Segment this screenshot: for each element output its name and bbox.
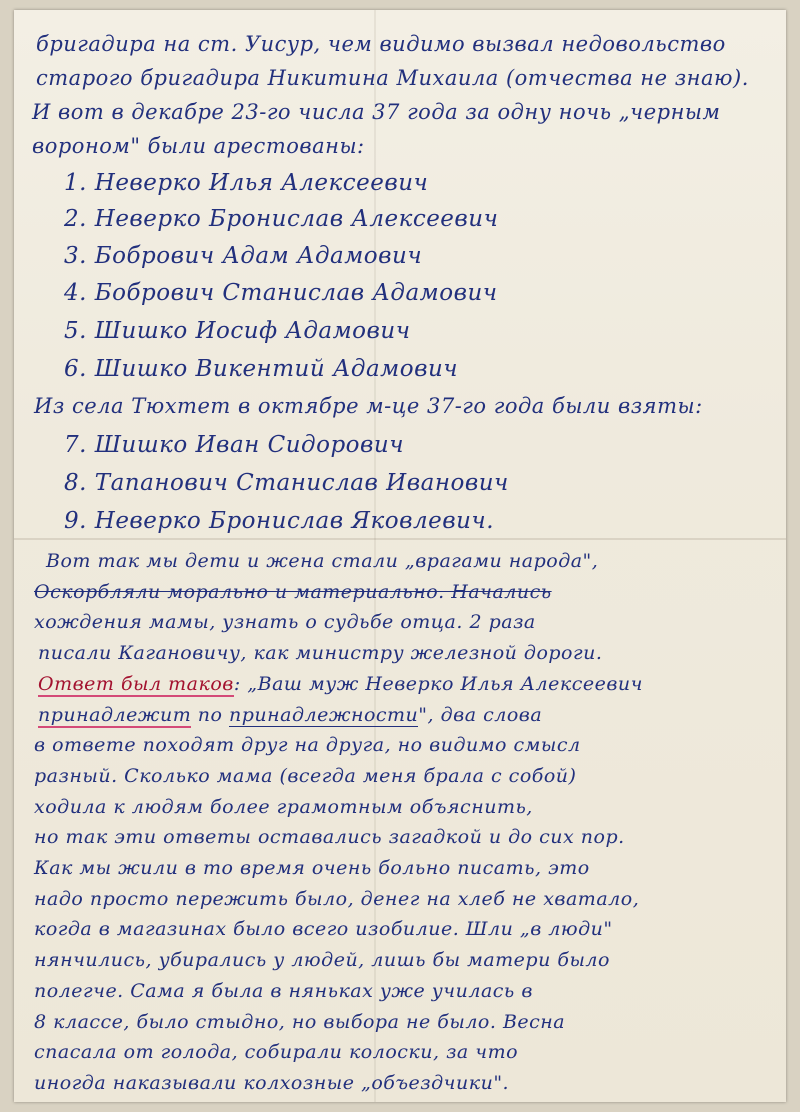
text-line-25: Как мы жили в то время очень больно писать, это — [34, 857, 590, 879]
text-line-28: нянчились, убирались у людей, лишь бы матери было — [34, 949, 610, 971]
text-line-1: бригадира на ст. Уисур, чем видимо вызвал недовольство — [36, 32, 726, 56]
word-po: по — [191, 704, 229, 726]
text-line-22: разный. Сколько мама (всегда меня брала с собой) — [34, 765, 577, 787]
list-item-9: 9. Неверко Бронислав Яковлевич. — [64, 508, 495, 534]
reply-quote: : „Ваш муж Неверко Илья Алексеевич — [233, 673, 643, 695]
red-underlined-phrase: Ответ был таков — [38, 673, 234, 695]
list-item-4: 4. Бобрович Станислав Адамович — [64, 280, 498, 306]
line20-tail: ", два слова — [418, 704, 543, 726]
underlined-word-2: принадлежности — [228, 704, 419, 726]
text-line-3: И вот в декабре 23-го числа 37 года за одну ночь „черным — [32, 100, 721, 124]
text-line-31: спасала от голода, собирали колоски, за что — [34, 1041, 519, 1063]
list-item-3: 3. Бобрович Адам Адамович — [64, 243, 423, 269]
text-line-2: старого бригадира Никитина Михаила (отчества не знаю). — [36, 66, 749, 90]
list-item-6: 6. Шишко Викентий Адамович — [64, 356, 459, 382]
text-line-19 — [38, 673, 643, 695]
letter-page — [14, 10, 786, 1102]
text-line-4: вороном" были арестованы: — [32, 134, 365, 158]
text-line-21: в ответе походят друг на друга, но видимо смысл — [34, 734, 581, 756]
text-line-15: Вот так мы дети и жена стали „врагами народа", — [46, 550, 599, 572]
list-item-7: 7. Шишко Иван Сидорович — [64, 432, 405, 458]
list-item-5: 5. Шишко Иосиф Адамович — [64, 318, 411, 344]
text-line-20 — [38, 704, 542, 726]
text-line-26: надо просто пережить было, денег на хлеб не хватало, — [34, 888, 640, 910]
text-line-18: писали Кагановичу, как министру железной дороги. — [38, 642, 603, 664]
text-line-16: Оскорбляли морально и материально. Начались — [34, 581, 552, 603]
text-line-30: 8 классе, было стыдно, но выбора не было. Весна — [34, 1011, 566, 1033]
underlined-word-1: принадлежит — [38, 704, 192, 726]
text-line-23: ходила к людям более грамотным объяснить, — [34, 796, 533, 818]
list-item-1: 1. Неверко Илья Алексеевич — [64, 170, 429, 196]
fold-crease-horizontal — [14, 538, 786, 540]
list-item-2: 2. Неверко Бронислав Алексеевич — [64, 206, 499, 232]
text-line-27: когда в магазинах было всего изобилие. Шли „в люди" — [34, 918, 613, 940]
text-line-17: хождения мамы, узнать о судьбе отца. 2 раза — [34, 611, 536, 633]
text-line-29: полегче. Сама я была в няньках уже училась в — [34, 980, 533, 1002]
text-line-villages: Из села Тюхтет в октябре м-це 37-го года были взяты: — [34, 394, 703, 418]
list-item-8: 8. Тапанович Станислав Иванович — [64, 470, 509, 496]
text-line-24: но так эти ответы оставались загадкой и до сих пор. — [34, 826, 625, 848]
text-line-32: иногда наказывали колхозные „объездчики". — [34, 1072, 510, 1094]
